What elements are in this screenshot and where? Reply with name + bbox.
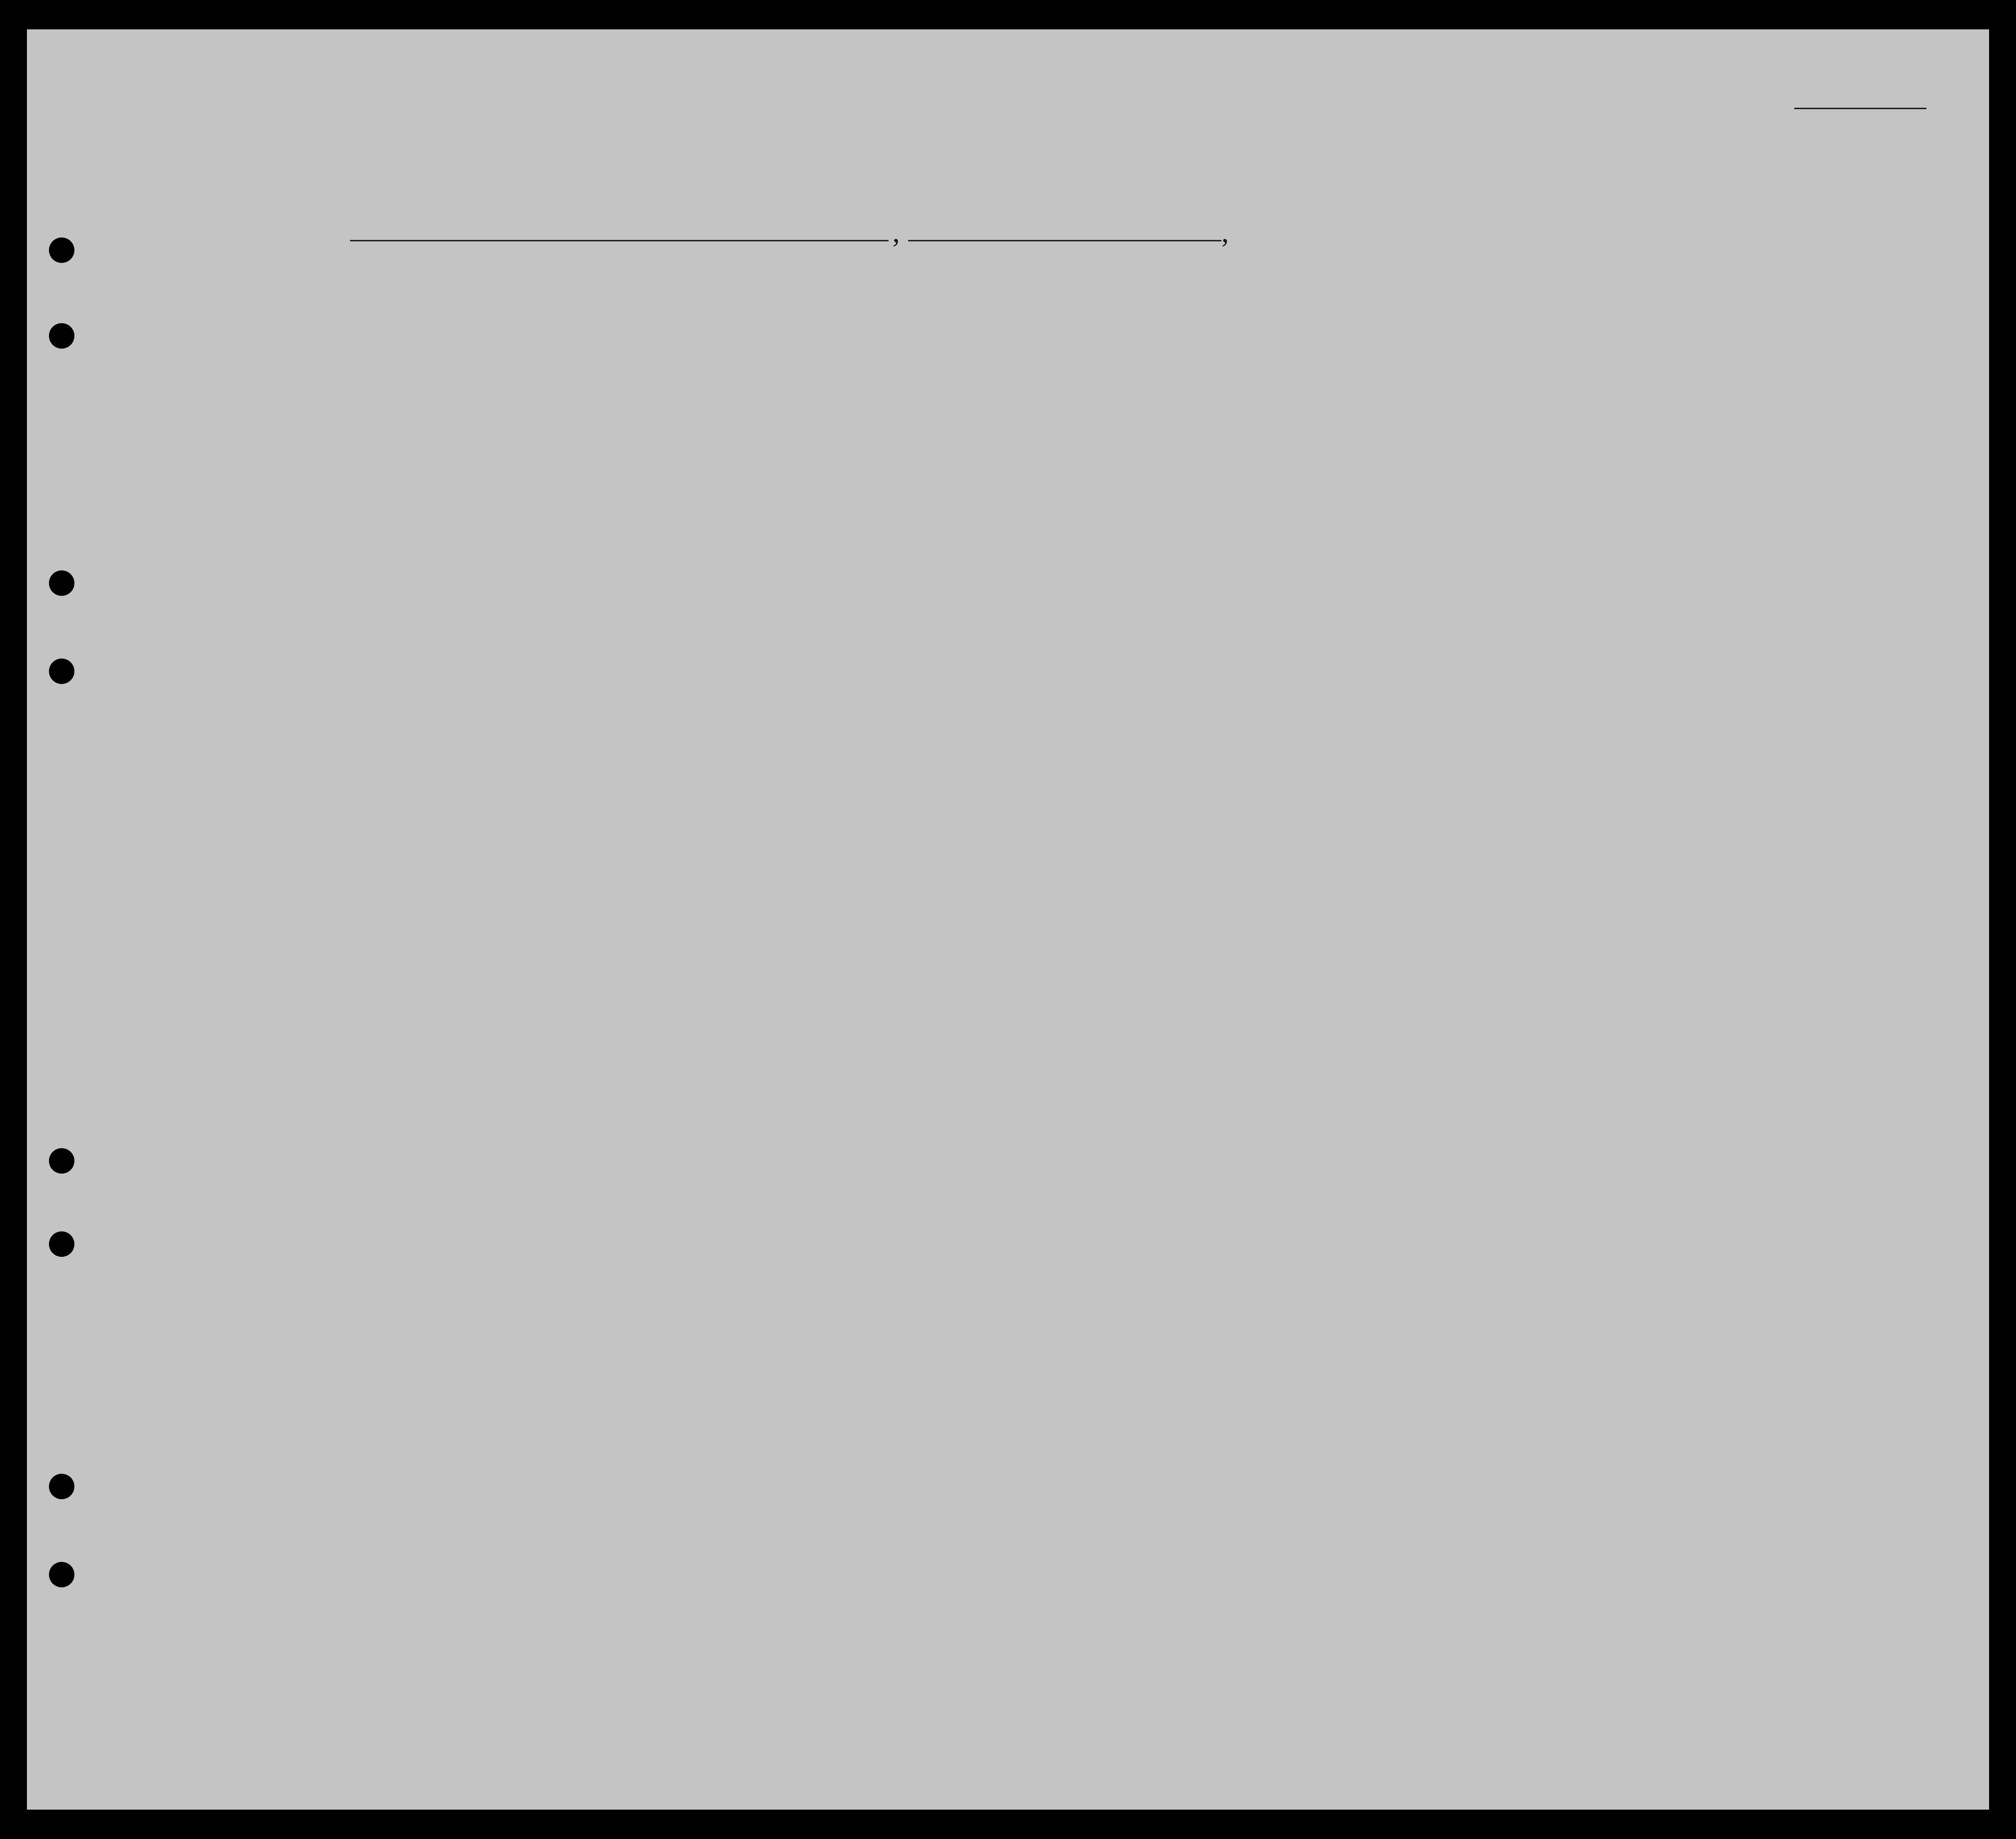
comma-separator: , bbox=[892, 216, 900, 248]
table-grid bbox=[27, 29, 1989, 1810]
manifest-sheet bbox=[27, 29, 1989, 1810]
comma-separator: , bbox=[1221, 216, 1229, 248]
